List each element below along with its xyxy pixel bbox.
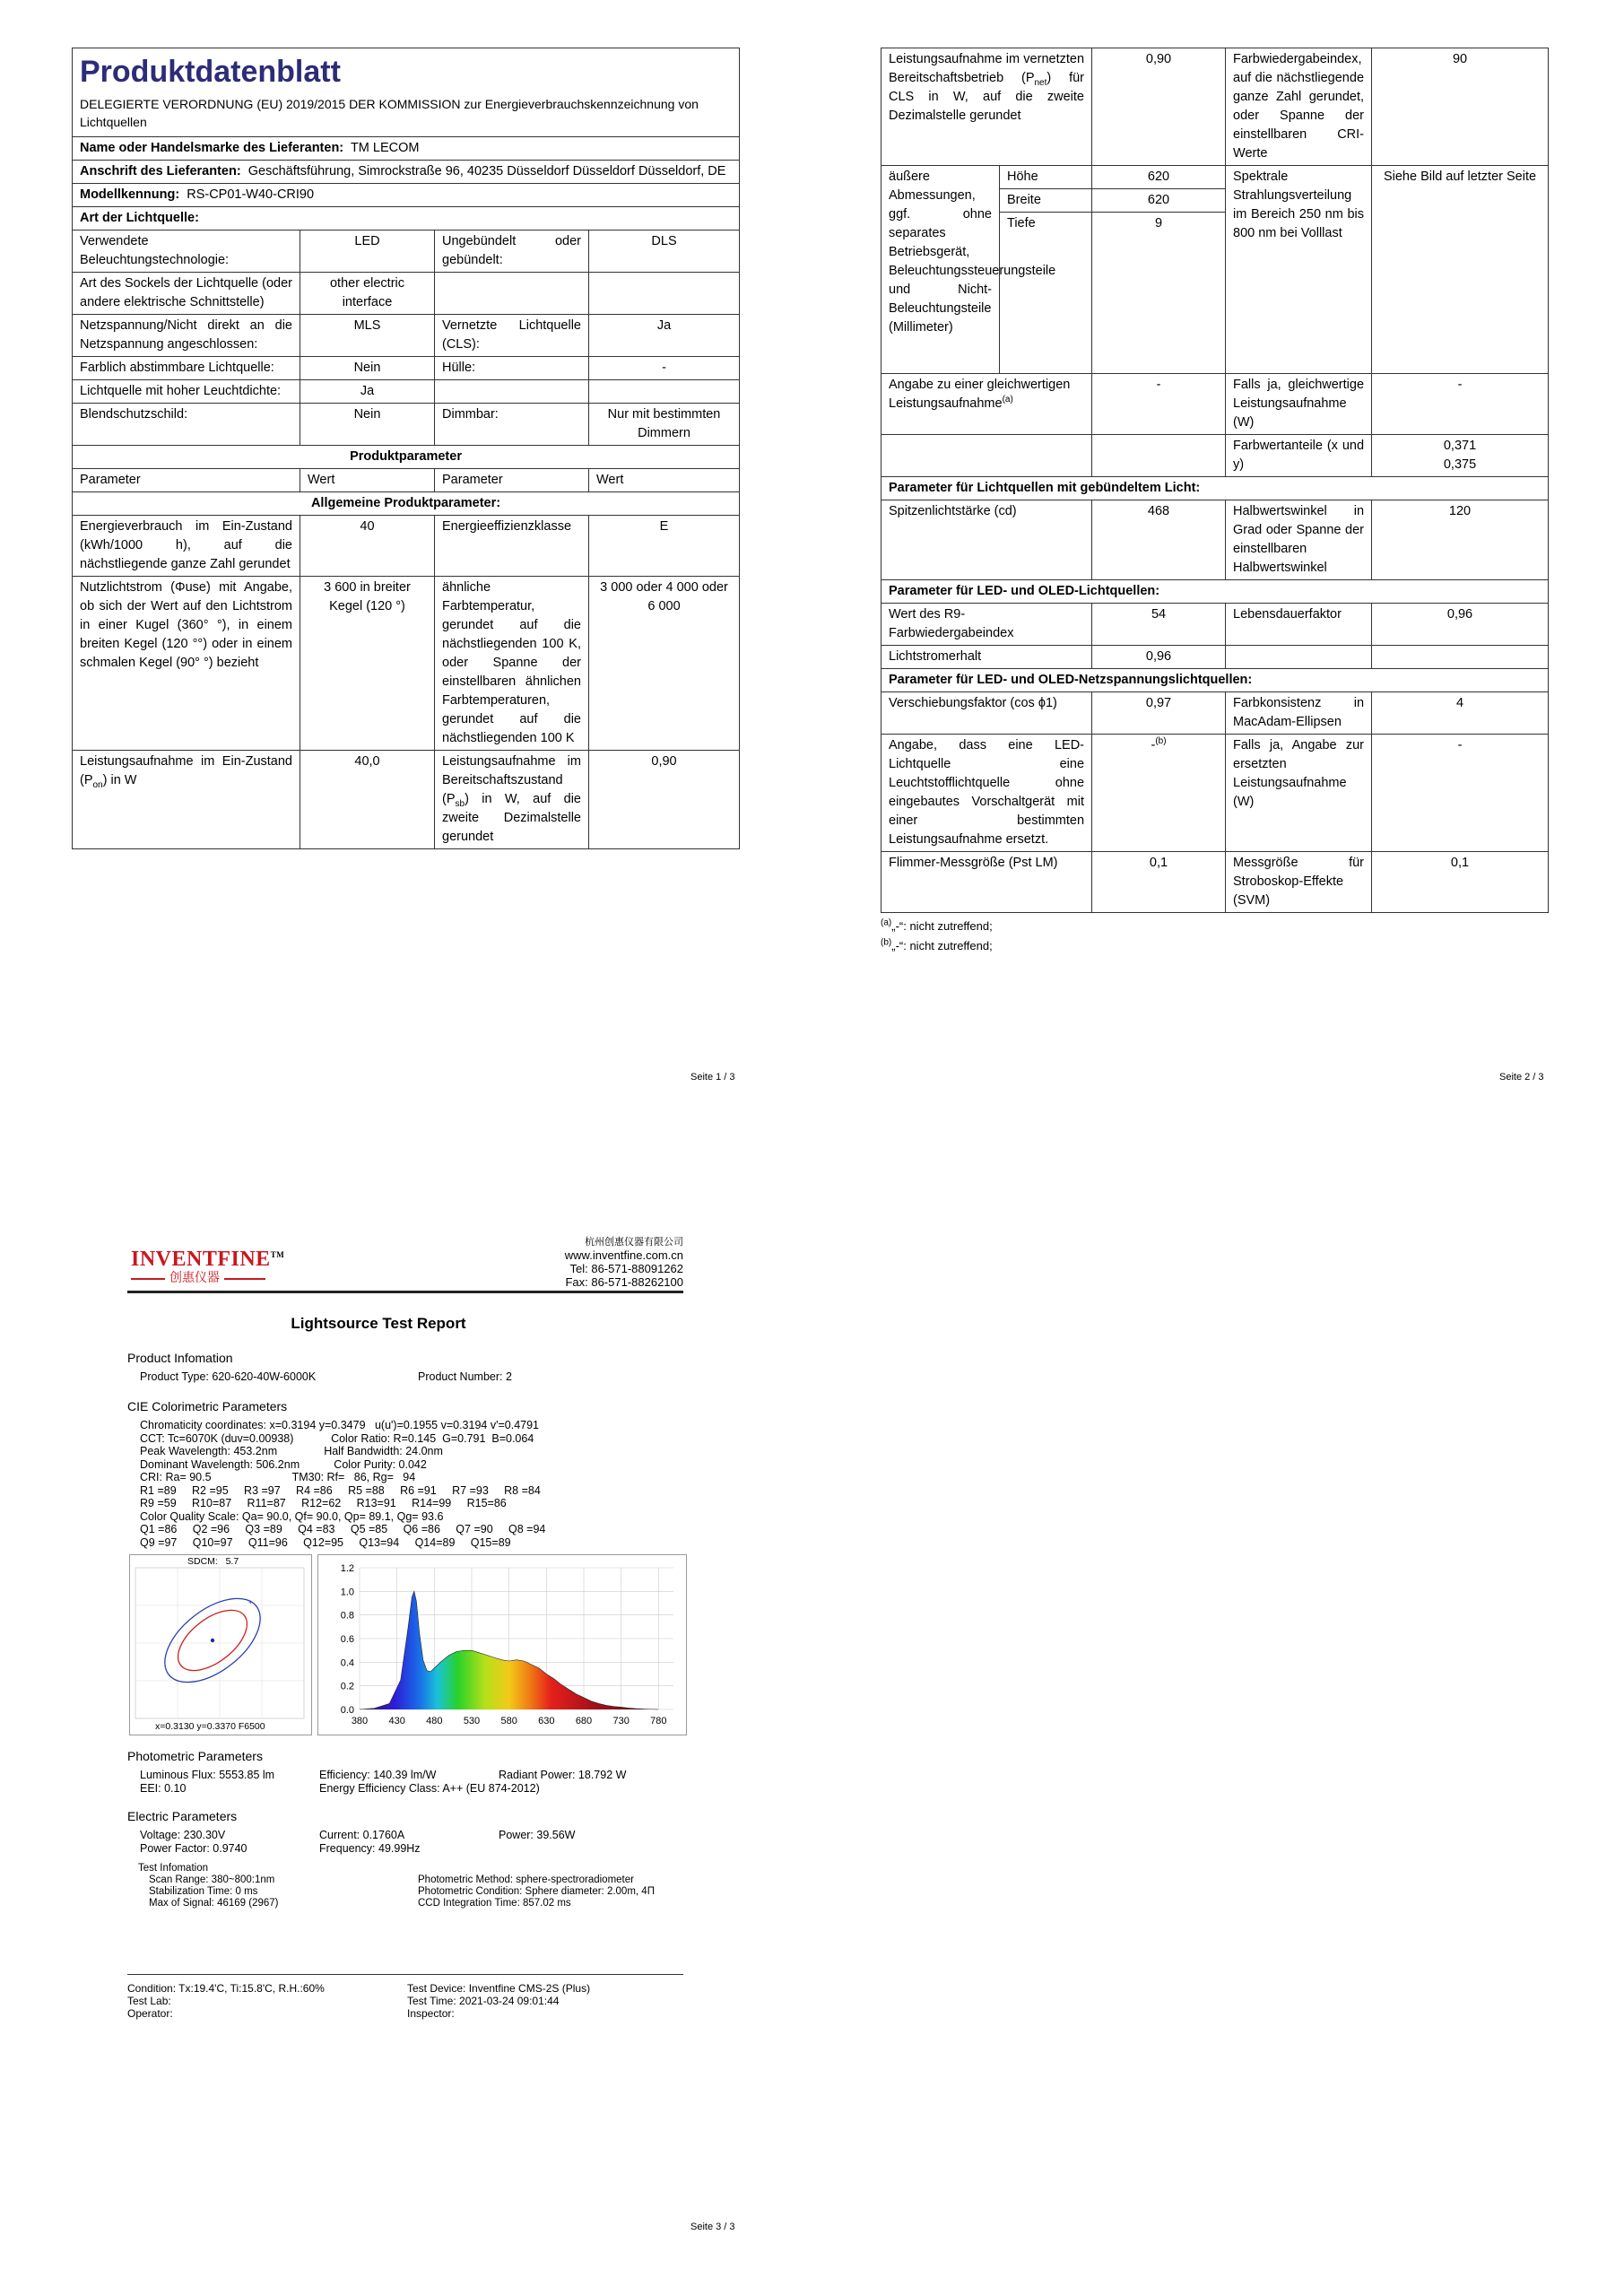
equiv-label: Angabe zu einer gleichwertigen Leistungsaufnahme: [889, 378, 1071, 411]
page-number-2: Seite 2 / 3: [1499, 1072, 1544, 1083]
replace-value: -: [1151, 738, 1156, 752]
param-value: 0,1: [1372, 852, 1549, 913]
param-value: -: [589, 357, 740, 380]
param-value: MLS: [300, 315, 435, 357]
param-label: Flimmer-Messgröße (Pst LM): [881, 852, 1092, 913]
power: Power: 39.56W: [499, 1829, 576, 1841]
page-title: Produktdatenblatt: [80, 55, 341, 89]
product-type: Product Type: 620-620-40W-6000K: [140, 1370, 317, 1383]
param-value: -: [1372, 735, 1549, 852]
x-tick-label: 780: [650, 1716, 667, 1726]
test-lab: Test Lab:: [127, 1995, 171, 2007]
param-value: Nein: [300, 404, 435, 446]
param-label: Verwendete Beleuchtungstechnologie:: [73, 230, 300, 273]
param-value: Siehe Bild auf letzter Seite: [1372, 166, 1549, 374]
photometric-header: Photometric Parameters: [127, 1749, 263, 1763]
x-tick-label: 380: [351, 1716, 369, 1726]
table-row: [881, 374, 1549, 435]
table-row: [73, 516, 740, 577]
energy-efficiency-class: Energy Efficiency Class: A++ (EU 874-2012): [319, 1782, 540, 1795]
table-row: [881, 604, 1549, 646]
cie-line: Color Quality Scale: Qa= 90.0, Qf= 90.0, Qp= 89.1, Qg= 93.6: [140, 1509, 444, 1523]
param-value: 3 000 oder 4 000 oder 6 000: [589, 577, 740, 751]
power-on-unit: ) in W: [102, 773, 137, 787]
general-params-header: Allgemeine Produktparameter:: [73, 492, 740, 516]
param-label: Lichtquelle mit hoher Leuchtdichte:: [73, 380, 300, 404]
report-header: [127, 1233, 683, 1289]
param-label: äußere Abmessungen, ggf. ohne separates Betriebsgerät, Beleuchtungssteuerungsteile und Nicht-Beleuchtungsteile (Millimeter): [881, 166, 1000, 374]
table-row: [881, 48, 1549, 166]
power-factor: Power Factor: 0.9740: [140, 1842, 248, 1855]
spectrum-chart: [317, 1554, 687, 1735]
param-value: 0,96: [1092, 646, 1226, 669]
supplier-row: [73, 137, 740, 161]
max-signal: Max of Signal: 46169 (2967): [149, 1898, 279, 1909]
operator: Operator:: [127, 2007, 173, 2020]
param-label: Angabe, dass eine LED-Lichtquelle eine Leuchtstofflichtquelle ohne eingebautes Vorschaltgerät mit einer bestimmten Leistungsaufnahme ersetzt.: [881, 735, 1092, 852]
table-row: [73, 751, 740, 849]
page-number-3: Seite 3 / 3: [690, 2222, 735, 2232]
param-value: Ja: [300, 380, 435, 404]
param-value: 40: [300, 516, 435, 577]
x-tick-label: 480: [426, 1716, 443, 1726]
frequency: Frequency: 49.99Hz: [319, 1842, 421, 1855]
param-label: Farblich abstimmbare Lichtquelle:: [73, 357, 300, 380]
table-row: [881, 166, 1549, 189]
fax-text: Fax: 86-571-88262100: [565, 1275, 683, 1289]
photometric-condition: Photometric Condition: Sphere diameter: 2.00m, 4Π: [418, 1886, 655, 1897]
param-label: Farbwiedergabeindex, auf die nächstliegende ganze Zahl gerundet, oder Spanne der einstellbaren CRI-Werte: [1226, 48, 1372, 166]
param-value: 0,1: [1092, 852, 1226, 913]
inventfine-logo: [131, 1248, 284, 1285]
param-label: [435, 273, 589, 315]
electric-params: [127, 1829, 683, 1856]
table-row: [73, 273, 740, 315]
param-label: Wert des R9-Farbwiedergabeindex: [881, 604, 1092, 646]
cie-line: Q9 =97 Q10=97 Q11=96 Q12=95 Q13=94 Q14=89 Q15=89: [140, 1535, 511, 1549]
footnote-b-text: „-“: nicht zutreffend;: [891, 939, 993, 952]
table-row: [881, 435, 1549, 477]
cie-parameters: [127, 1419, 683, 1549]
footer-divider: [127, 1974, 683, 1975]
table-row: [881, 692, 1549, 735]
address-value: Geschäftsführung, Simrockstraße 96, 40235 Düsseldorf Düsseldorf Düsseldorf, DE: [248, 164, 726, 178]
param-value: DLS: [589, 230, 740, 273]
param-value: other electric interface: [300, 273, 435, 315]
param-label: [435, 380, 589, 404]
datasheet-table-1: [72, 48, 740, 849]
column-header: Parameter: [435, 469, 589, 492]
x-tick-label: 680: [575, 1716, 593, 1726]
voltage: Voltage: 230.30V: [140, 1829, 226, 1841]
scan-range: Scan Range: 380~800:1nm: [149, 1874, 275, 1885]
column-header: Wert: [300, 469, 435, 492]
address-label: Anschrift des Lieferanten:: [80, 164, 241, 178]
test-info: [127, 1863, 683, 1909]
net-label-end: ) für CLS in W, auf die zweite Dezimalstelle gerundet: [889, 71, 1085, 123]
column-header: Wert: [589, 469, 740, 492]
photometric-method: Photometric Method: sphere-spectroradiometer: [418, 1874, 634, 1885]
param-value: [1372, 435, 1549, 477]
dim-label: Höhe: [1000, 166, 1092, 189]
net-label: Leistungsaufnahme im vernetzten Bereitschaftsbetrieb (P: [889, 52, 1085, 85]
report-title: Lightsource Test Report: [291, 1315, 466, 1332]
param-label: Nutzlichtstrom (Φuse) mit Angabe, ob sich der Wert auf den Lichtstrom in einer Kugel (360° °), in einem breiten Kegel (120 °°) oder in einem schmalen Kegel (90° °) bezieht: [73, 577, 300, 751]
param-label: Farbkonsistenz in MacAdam-Ellipsen: [1226, 692, 1372, 735]
mains-header: Parameter für LED- und OLED-Netzspannungslichtquellen:: [881, 669, 1549, 692]
footnotes: [881, 917, 1548, 956]
net-sub: net: [1034, 77, 1047, 88]
footnote-b-mark: (b): [881, 937, 892, 948]
charts-area: [127, 1554, 683, 1735]
param-label: Verschiebungsfaktor (cos ϕ1): [881, 692, 1092, 735]
current: Current: 0.1760A: [319, 1829, 405, 1841]
footnote-a: [881, 917, 1548, 936]
equiv-sup: (a): [1002, 395, 1013, 405]
model-label: Modellkennung:: [80, 187, 180, 202]
page-number-1: Seite 1 / 3: [690, 1072, 735, 1083]
table-row: [73, 315, 740, 357]
x-tick-label: 580: [500, 1716, 517, 1726]
param-label: Lichtstromerhalt: [881, 646, 1092, 669]
supplier-label: Name oder Handelsmarke des Lieferanten:: [80, 141, 344, 155]
table-row: [73, 404, 740, 446]
logo-tm: TM: [270, 1250, 285, 1259]
param-value: -: [1092, 374, 1226, 435]
test-time: Test Time: 2021-03-24 09:01:44: [407, 1995, 560, 2007]
logo-text: INVENTFINE: [131, 1248, 271, 1271]
radiant-power: Radiant Power: 18.792 W: [499, 1769, 627, 1781]
efficiency: Efficiency: 140.39 lm/W: [319, 1769, 437, 1781]
table-row: [73, 230, 740, 273]
param-label: Ungebündelt oder gebündelt:: [435, 230, 589, 273]
cie-line: R9 =59 R10=87 R11=87 R12=62 R13=91 R14=99 R15=86: [140, 1497, 507, 1509]
param-value: 120: [1372, 500, 1549, 580]
param-label: Art des Sockels der Lichtquelle (oder andere elektrische Schnittstelle): [73, 273, 300, 315]
standby-label: Leistungsaufnahme im Bereitschaftszustand (P: [442, 754, 581, 806]
y-tick-label: 1.0: [340, 1587, 354, 1598]
footnote-b: [881, 936, 1548, 956]
logo-chinese: 创惠仪器: [169, 1271, 220, 1285]
cie-header: CIE Colorimetric Parameters: [127, 1399, 288, 1413]
footnote-a-mark: (a): [881, 918, 892, 928]
dim-value: 9: [1092, 213, 1226, 374]
param-value: -: [1372, 374, 1549, 435]
table-row: [73, 357, 740, 380]
datasheet-table-2: [881, 48, 1549, 913]
cie-line: Chromaticity coordinates: x=0.3194 y=0.3479 u(u')=0.1955 v=0.3194 v'=0.4791: [140, 1419, 540, 1431]
param-value: 4: [1372, 692, 1549, 735]
param-value: Nur mit bestimmten Dimmern: [589, 404, 740, 446]
test-info-header: Test Infomation: [138, 1863, 208, 1874]
standby-sub: sb: [455, 798, 465, 809]
table-row: [73, 380, 740, 404]
cie-line: Peak Wavelength: 453.2nm Half Bandwidth: 24.0nm: [140, 1445, 443, 1457]
header-divider: [127, 1291, 683, 1293]
param-value: 0,97: [1092, 692, 1226, 735]
product-info-row: [127, 1370, 683, 1384]
company-contact: [565, 1235, 683, 1289]
cie-line: Dominant Wavelength: 506.2nm Color Purity: 0.042: [140, 1457, 427, 1471]
regulation-subtitle: DELEGIERTE VERORDNUNG (EU) 2019/2015 DER KOMMISSION zur Energieverbrauchskennzeichnung von Lichtquellen: [80, 97, 699, 129]
y-tick-label: 0.8: [340, 1610, 354, 1622]
standby-label-end: ) in W, auf die zweite Dezimalstelle gerundet: [442, 792, 581, 844]
eei: EEI: 0.10: [140, 1782, 187, 1795]
x-tick-label: 430: [388, 1716, 405, 1726]
table-row: [73, 577, 740, 751]
param-value: 0,96: [1372, 604, 1549, 646]
param-label: Lebensdauerfaktor: [1226, 604, 1372, 646]
param-label: Spektrale Strahlungsverteilung im Bereich 250 nm bis 800 nm bei Volllast: [1226, 166, 1372, 374]
param-label: Hülle:: [435, 357, 589, 380]
param-label: Netzspannung/Nicht direkt an die Netzspannung angeschlossen:: [73, 315, 300, 357]
x-tick-label: 530: [463, 1716, 481, 1726]
directional-header: Parameter für Lichtquellen mit gebündeltem Licht:: [881, 477, 1549, 500]
product-params-header: Produktparameter: [73, 446, 740, 469]
replace-sup: (b): [1155, 736, 1167, 747]
cie-line: Q1 =86 Q2 =96 Q3 =89 Q4 =83 Q5 =85 Q6 =86 Q7 =90 Q8 =94: [140, 1523, 546, 1535]
dim-label: Tiefe: [1000, 213, 1092, 374]
column-headers: [73, 469, 740, 492]
y-tick-label: 0.2: [340, 1681, 354, 1692]
chroma-x: 0,371: [1443, 439, 1477, 453]
model-row: [73, 184, 740, 207]
param-label: Falls ja, Angabe zur ersetzten Leistungsaufnahme (W): [1226, 735, 1372, 852]
y-tick-label: 0.0: [340, 1705, 354, 1716]
stabilization-time: Stabilization Time: 0 ms: [149, 1886, 258, 1897]
param-label: Spitzenlichtstärke (cd): [881, 500, 1092, 580]
param-label: Falls ja, gleichwertige Leistungsaufnahme (W): [1226, 374, 1372, 435]
y-tick-label: 1.2: [340, 1563, 354, 1574]
param-label: [881, 48, 1092, 166]
param-value: Ja: [589, 315, 740, 357]
param-label: [435, 751, 589, 849]
table-row: [881, 852, 1549, 913]
param-label: [73, 751, 300, 849]
photometric-params: [127, 1769, 683, 1796]
dim-label: Breite: [1000, 189, 1092, 213]
website-text: www.inventfine.com.cn: [564, 1248, 683, 1262]
param-value: [1092, 735, 1226, 852]
param-label: Halbwertswinkel in Grad oder Spanne der einstellbaren Halbwertswinkel: [1226, 500, 1372, 580]
param-label: Dimmbar:: [435, 404, 589, 446]
param-label: Energieverbrauch im Ein-Zustand (kWh/1000 h), auf die nächstliegende ganze Zahl gerundet: [73, 516, 300, 577]
param-value: E: [589, 516, 740, 577]
param-value: 0,90: [1092, 48, 1226, 166]
luminous-flux: Luminous Flux: 5553.85 lm: [140, 1769, 275, 1781]
page-1: [72, 48, 739, 849]
product-number: Product Number: 2: [418, 1370, 512, 1383]
param-value: 40,0: [300, 751, 435, 849]
report-footer: [127, 1982, 683, 2020]
chroma-y: 0,375: [1443, 457, 1477, 472]
test-device: Test Device: Inventfine CMS-2S (Plus): [407, 1982, 591, 1995]
param-value: 54: [1092, 604, 1226, 646]
supplier-value: TM LECOM: [350, 141, 420, 155]
page-3-test-report: [127, 1233, 683, 2020]
param-value: 468: [1092, 500, 1226, 580]
param-value: 90: [1372, 48, 1549, 166]
param-label: Blendschutzschild:: [73, 404, 300, 446]
electric-header: Electric Parameters: [127, 1809, 238, 1823]
param-value: [589, 380, 740, 404]
param-value: [589, 273, 740, 315]
power-on-sub: on: [92, 779, 103, 790]
param-value: 0,90: [589, 751, 740, 849]
cie-line: CRI: Ra= 90.5 TM30: Rf= 86, Rg= 94: [140, 1471, 416, 1483]
company-name-cn: 杭州创惠仪器有限公司: [585, 1236, 683, 1248]
param-label: Vernetzte Lichtquelle (CLS):: [435, 315, 589, 357]
param-label: Energieeffizienzklasse: [435, 516, 589, 577]
chromaticity-chart: [129, 1554, 312, 1735]
table-row: [881, 735, 1549, 852]
page-2: [881, 48, 1548, 956]
param-value: 3 600 in breiter Kegel (120 °): [300, 577, 435, 751]
param-label: Farbwertanteile (x und y): [1226, 435, 1372, 477]
param-label: Messgröße für Stroboskop-Effekte (SVM): [1226, 852, 1372, 913]
y-tick-label: 0.4: [340, 1657, 354, 1669]
source-type-header: Art der Lichtquelle:: [73, 207, 740, 230]
led-header: Parameter für LED- und OLED-Lichtquellen:: [881, 580, 1549, 604]
spectrum-plot: [318, 1555, 686, 1735]
power-on-label: Leistungsaufnahme im Ein-Zustand (P: [80, 754, 292, 787]
cie-line: CCT: Tc=6070K (duv=0.00938) Color Ratio: R=0.145 G=0.791 B=0.064: [140, 1431, 534, 1445]
param-label: [881, 374, 1092, 435]
dim-value: 620: [1092, 189, 1226, 213]
chroma-caption: x=0.3130 y=0.3370 F6500: [155, 1721, 265, 1732]
ellipse-plot: [130, 1555, 311, 1735]
inspector: Inspector:: [407, 2007, 455, 2020]
x-tick-label: 630: [538, 1716, 555, 1726]
product-info-header: Product Infomation: [127, 1351, 233, 1365]
cie-line: R1 =89 R2 =95 R3 =97 R4 =86 R5 =88 R6 =91 R7 =93 R8 =84: [140, 1483, 541, 1497]
sdcm-label: SDCM: 5.7: [187, 1556, 239, 1567]
address-row: [73, 161, 740, 184]
param-value: LED: [300, 230, 435, 273]
ccd-integration-time: CCD Integration Time: 857.02 ms: [418, 1898, 571, 1909]
table-row: [881, 500, 1549, 580]
model-value: RS-CP01-W40-CRI90: [187, 187, 315, 202]
x-tick-label: 730: [612, 1716, 630, 1726]
svg-text:+: +: [248, 1598, 253, 1606]
table-row: [881, 646, 1549, 669]
tel-text: Tel: 86-571-88091262: [569, 1262, 683, 1275]
param-label: ähnliche Farbtemperatur, gerundet auf die nächstliegenden 100 K, oder Spanne der einstellbaren ähnlichen Farbtemperaturen, gerundet auf die nächstliegenden 100 K: [435, 577, 589, 751]
y-tick-label: 0.6: [340, 1634, 354, 1645]
param-value: Nein: [300, 357, 435, 380]
dim-value: 620: [1092, 166, 1226, 189]
column-header: Parameter: [73, 469, 300, 492]
condition: Condition: Tx:19.4'C, Ti:15.8'C, R.H.:60%: [127, 1982, 325, 1995]
footnote-a-text: „-“: nicht zutreffend;: [891, 919, 993, 933]
